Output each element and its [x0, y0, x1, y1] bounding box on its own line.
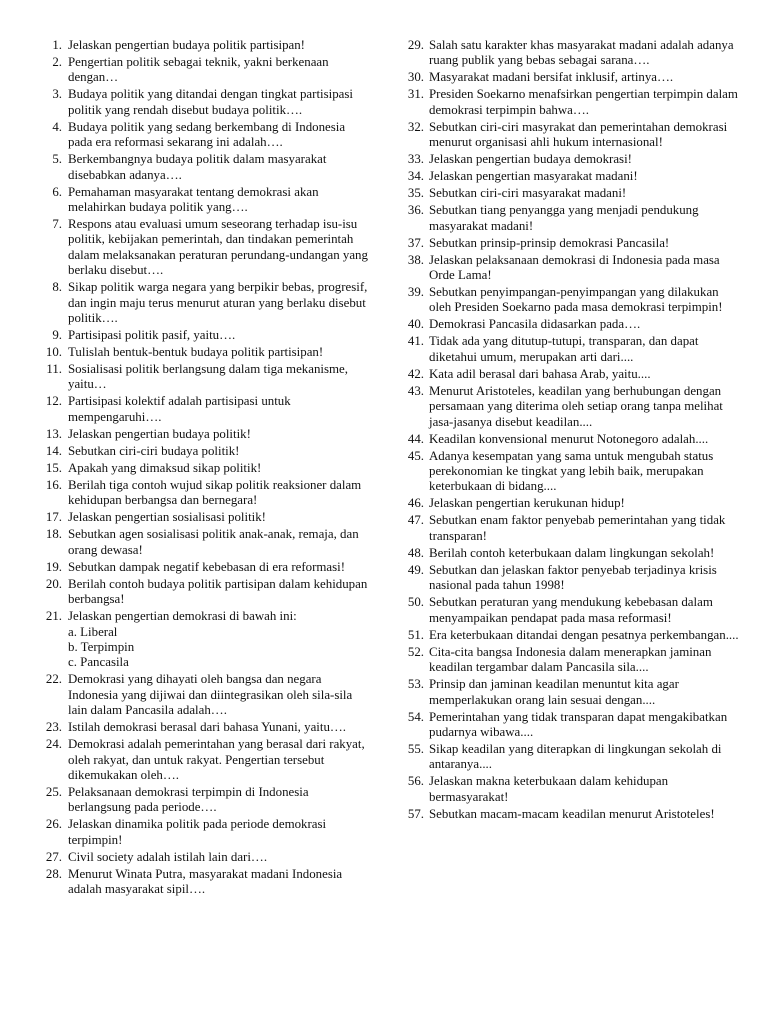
question-number: 45. — [407, 448, 424, 463]
question-text: Jelaskan pengertian kerukunan hidup! — [429, 496, 625, 511]
question-number: 32. — [407, 119, 424, 134]
question-number: 57. — [407, 806, 424, 821]
question-list-left — [30, 38, 370, 898]
question-item — [390, 203, 740, 234]
question-item — [390, 285, 740, 316]
question-text: Sebutkan ciri-ciri masyarakat madani! — [429, 186, 627, 201]
question-number: 37. — [407, 235, 424, 250]
question-item — [390, 546, 740, 561]
question-number: 51. — [407, 627, 424, 642]
question-text: Era keterbukaan ditandai dengan pesatnya perkembangan.... — [429, 627, 739, 642]
question-text: Partisipasi politik pasif, yaitu…. — [68, 328, 236, 343]
question-text: Sebutkan peraturan yang mendukung kebebasan dalam menyampaikan pendapat pada masa reformasi! — [429, 595, 713, 625]
question-option: b. Terpimpin — [68, 639, 135, 654]
question-number: 55. — [407, 741, 424, 756]
question-text: Jelaskan pengertian masyarakat madani! — [429, 169, 638, 184]
question-text: Sebutkan ciri-ciri masyrakat dan pemerintahan demokrasi menurut organisasi ahli hukum internasional! — [429, 119, 728, 150]
question-number: 2. — [52, 55, 62, 69]
question-item — [30, 394, 370, 425]
question-text: Kata adil berasal dari bahasa Arab, yaitu.... — [429, 366, 651, 381]
question-number: 14. — [45, 443, 62, 458]
question-number: 44. — [407, 431, 424, 446]
question-item — [30, 87, 370, 118]
question-item — [390, 496, 740, 511]
question-text: Adanya kesempatan yang sama untuk mengubah status perekonomian ke tingkat yang lebih baik, merupakan keterbukaan di bidang.... — [429, 448, 714, 494]
question-text: Jelaskan pengertian demokrasi di bawah ini: — [68, 609, 297, 624]
question-text: Jelaskan pengertian budaya politik partisipan! — [68, 38, 305, 52]
question-item — [390, 253, 740, 284]
question-item — [30, 345, 370, 360]
question-number: 11. — [46, 362, 62, 377]
question-item — [390, 367, 740, 382]
question-text: Sebutkan tiang penyangga yang menjadi pendukung masyarakat madani! — [429, 203, 699, 233]
question-text: Sikap keadilan yang diterapkan di lingkungan sekolah di antaranya.... — [429, 741, 722, 772]
question-number: 15. — [45, 460, 62, 475]
question-item — [30, 152, 370, 183]
question-number: 40. — [407, 317, 424, 332]
question-number: 43. — [407, 383, 424, 398]
question-item — [30, 817, 370, 848]
question-item — [390, 38, 740, 69]
question-text: Berilah contoh budaya politik partisipan dalam kehidupan berbangsa! — [68, 576, 368, 607]
question-item — [30, 577, 370, 608]
question-number: 9. — [52, 328, 62, 343]
question-item — [390, 563, 740, 594]
question-number: 26. — [45, 817, 62, 832]
question-item — [390, 317, 740, 332]
question-text: Presiden Soekarno menafsirkan pengertian terpimpin dalam demokrasi terpimpin bahwa…. — [429, 87, 738, 117]
question-number: 1. — [52, 38, 62, 52]
question-text: Salah satu karakter khas masyarakat madani adalah adanya ruang publik yang bebas sebagai sarana…. — [429, 38, 734, 68]
question-list-right — [390, 38, 740, 822]
question-item — [390, 334, 740, 365]
question-item — [30, 867, 370, 898]
question-item — [390, 513, 740, 544]
question-item — [30, 850, 370, 865]
question-item — [390, 169, 740, 184]
left-column — [30, 38, 370, 899]
question-item — [390, 449, 740, 495]
question-number: 17. — [45, 510, 62, 525]
question-number: 53. — [407, 677, 424, 692]
question-item — [390, 236, 740, 251]
question-number: 4. — [52, 119, 62, 134]
question-item — [30, 217, 370, 279]
question-text: Keadilan konvensional menurut Notonegoro adalah.... — [429, 431, 709, 446]
question-number: 38. — [407, 252, 424, 267]
question-item — [30, 427, 370, 442]
question-number: 25. — [45, 784, 62, 799]
question-item — [30, 362, 370, 393]
question-text: Demokrasi Pancasila didasarkan pada…. — [429, 317, 641, 332]
question-text: Menurut Aristoteles, keadilan yang berhubungan dengan persamaan yang diterima oleh setiap orang tanpa melihat jasa-jasanya disebut keadilan.... — [429, 383, 723, 429]
question-item — [30, 120, 370, 151]
question-text: Jelaskan makna keterbukaan dalam kehidupan bermasyarakat! — [429, 774, 669, 804]
question-text: Tidak ada yang ditutup-tutupi, transparan, dan dapat diketahui umum, merupakan arti dari.... — [429, 334, 699, 364]
question-number: 10. — [45, 345, 62, 360]
question-number: 30. — [407, 70, 424, 85]
question-number: 33. — [407, 152, 424, 167]
question-text: Civil society adalah istilah lain dari…. — [68, 849, 268, 864]
question-item — [30, 280, 370, 326]
question-text: Sikap politik warga negara yang berpikir bebas, progresif, dan ingin maju terus menurut aturan yang berlaku disebut politik…. — [68, 280, 368, 326]
question-text: Apakah yang dimaksud sikap politik! — [68, 460, 262, 475]
question-text: Jelaskan pengertian budaya politik! — [68, 426, 251, 441]
question-number: 42. — [407, 366, 424, 381]
question-text: Demokrasi adalah pemerintahan yang berasal dari rakyat, oleh rakyat, dan untuk rakyat. Pengertian tersebut dikemukakan oleh…. — [68, 737, 365, 782]
question-text: Sebutkan dan jelaskan faktor penyebab terjadinya krisis nasional pada tahun 1998! — [429, 562, 717, 593]
question-text: Istilah demokrasi berasal dari bahasa Yunani, yaitu…. — [68, 720, 347, 735]
question-item — [30, 185, 370, 216]
question-item — [390, 87, 740, 118]
question-text: Masyarakat madani bersifat inklusif, artinya…. — [429, 70, 674, 85]
question-item — [390, 152, 740, 167]
question-number: 3. — [52, 87, 62, 102]
question-text: Partisipasi kolektif adalah partisipasi untuk mempengaruhi…. — [68, 394, 291, 424]
question-text: Cita-cita bangsa Indonesia dalam menerapkan jaminan keadilan tergambar dalam Pancasila sila.... — [429, 644, 712, 675]
question-text: Berkembangnya budaya politik dalam masyarakat disebabkan adanya…. — [68, 152, 327, 182]
question-text: Respons atau evaluasi umum seseorang terhadap isu-isu politik, kebijakan pemerintah, dan tindakan pemerintah dalam melaksanakan peraturan perundang-undangan yang berlaku disebut…. — [68, 217, 368, 278]
question-number: 34. — [407, 169, 424, 184]
question-text: Tulislah bentuk-bentuk budaya politik partisipan! — [68, 345, 324, 360]
question-item — [390, 120, 740, 151]
question-text: Pengertian politik sebagai teknik, yakni berkenaan dengan… — [68, 55, 329, 85]
question-item — [30, 609, 370, 671]
question-number: 29. — [407, 38, 424, 52]
question-number: 56. — [407, 774, 424, 789]
question-number: 27. — [45, 849, 62, 864]
question-number: 18. — [45, 527, 62, 542]
question-text: Jelaskan pengertian budaya demokrasi! — [429, 152, 632, 167]
question-number: 47. — [407, 513, 424, 528]
question-text: Budaya politik yang ditandai dengan tingkat partisipasi politik yang rendah disebut budaya politik…. — [68, 87, 353, 117]
question-item — [30, 785, 370, 816]
question-text: Demokrasi yang dihayati oleh bangsa dan negara Indonesia yang dijiwai dan diintegrasikan oleh sila-sila lain dalam Pancasila adalah…. — [68, 672, 353, 718]
question-text: Sebutkan penyimpangan-penyimpangan yang dilakukan oleh Presiden Soekarno pada masa demokrasi terpimpin! — [429, 285, 723, 315]
question-text: Sebutkan macam-macam keadilan menurut Aristoteles! — [429, 806, 715, 821]
question-number: 5. — [52, 152, 62, 167]
question-text: Sebutkan enam faktor penyebab pemerintahan yang tidak transparan! — [429, 513, 726, 543]
question-number: 48. — [407, 545, 424, 560]
question-text: Berilah contoh keterbukaan dalam lingkungan sekolah! — [429, 545, 715, 560]
question-item — [30, 55, 370, 86]
question-item — [390, 186, 740, 201]
question-item — [390, 774, 740, 805]
question-item — [390, 677, 740, 708]
question-text: Jelaskan pelaksanaan demokrasi di Indonesia pada masa Orde Lama! — [429, 252, 720, 283]
question-number: 52. — [407, 644, 424, 659]
question-text: Jelaskan pengertian sosialisasi politik! — [68, 510, 266, 525]
question-item — [390, 645, 740, 676]
question-item — [390, 628, 740, 643]
question-number: 28. — [45, 866, 62, 881]
question-item — [30, 461, 370, 476]
question-text: Pelaksanaan demokrasi terpimpin di Indonesia berlangsung pada periode…. — [68, 784, 309, 815]
question-number: 21. — [45, 609, 62, 624]
question-number: 24. — [45, 737, 62, 752]
question-item — [390, 710, 740, 741]
question-number: 41. — [407, 334, 424, 349]
question-number: 19. — [45, 559, 62, 574]
question-number: 54. — [407, 709, 424, 724]
question-item — [390, 807, 740, 822]
question-text: Sebutkan prinsip-prinsip demokrasi Pancasila! — [429, 235, 670, 250]
question-text: Pemerintahan yang tidak transparan dapat mengakibatkan pudarnya wibawa.... — [429, 709, 728, 739]
question-text: Prinsip dan jaminan keadilan menuntut kita agar memperlakukan orang lain sesuai dengan.... — [429, 677, 679, 707]
question-item — [30, 444, 370, 459]
question-text: Pemahaman masyarakat tentang demokrasi akan melahirkan budaya politik yang…. — [68, 184, 319, 215]
question-number: 13. — [45, 426, 62, 441]
question-text: Sebutkan ciri-ciri budaya politik! — [68, 443, 240, 458]
question-text: Jelaskan dinamika politik pada periode demokrasi terpimpin! — [68, 817, 327, 847]
question-number: 12. — [45, 394, 62, 409]
question-item — [30, 510, 370, 525]
question-number: 35. — [407, 186, 424, 201]
question-item — [30, 560, 370, 575]
question-item — [30, 527, 370, 558]
question-item — [30, 672, 370, 718]
question-item — [390, 742, 740, 773]
question-text: Sosialisasi politik berlangsung dalam tiga mekanisme, yaitu… — [68, 362, 348, 392]
question-option: a. Liberal — [68, 624, 118, 639]
question-item — [390, 384, 740, 430]
question-number: 49. — [407, 562, 424, 577]
question-text: Berilah tiga contoh wujud sikap politik reaksioner dalam kehidupan berbangsa dan bernegara! — [68, 477, 362, 508]
question-number: 16. — [45, 477, 62, 492]
question-item — [30, 38, 370, 53]
question-item — [30, 328, 370, 343]
question-item — [30, 720, 370, 735]
question-number: 6. — [52, 184, 62, 199]
question-text: Menurut Winata Putra, masyarakat madani Indonesia adalah masyarakat sipil…. — [68, 866, 343, 897]
question-item — [390, 70, 740, 85]
question-number: 31. — [407, 87, 424, 102]
question-item — [30, 478, 370, 509]
question-text: Sebutkan agen sosialisasi politik anak-anak, remaja, dan orang dewasa! — [68, 527, 359, 557]
right-column — [390, 38, 740, 824]
question-number: 50. — [407, 595, 424, 610]
question-item — [390, 595, 740, 626]
question-number: 39. — [407, 285, 424, 300]
question-number: 20. — [45, 576, 62, 591]
question-text: Budaya politik yang sedang berkembang di Indonesia pada era reformasi sekarang ini adalah…. — [68, 119, 346, 150]
question-number: 23. — [45, 720, 62, 735]
question-number: 46. — [407, 496, 424, 511]
question-number: 7. — [52, 217, 62, 232]
question-item — [390, 432, 740, 447]
question-number: 22. — [45, 672, 62, 687]
question-item — [30, 737, 370, 783]
question-text: Sebutkan dampak negatif kebebasan di era reformasi! — [68, 559, 346, 574]
question-option: c. Pancasila — [68, 655, 129, 670]
question-number: 8. — [52, 280, 62, 295]
question-number: 36. — [407, 203, 424, 218]
